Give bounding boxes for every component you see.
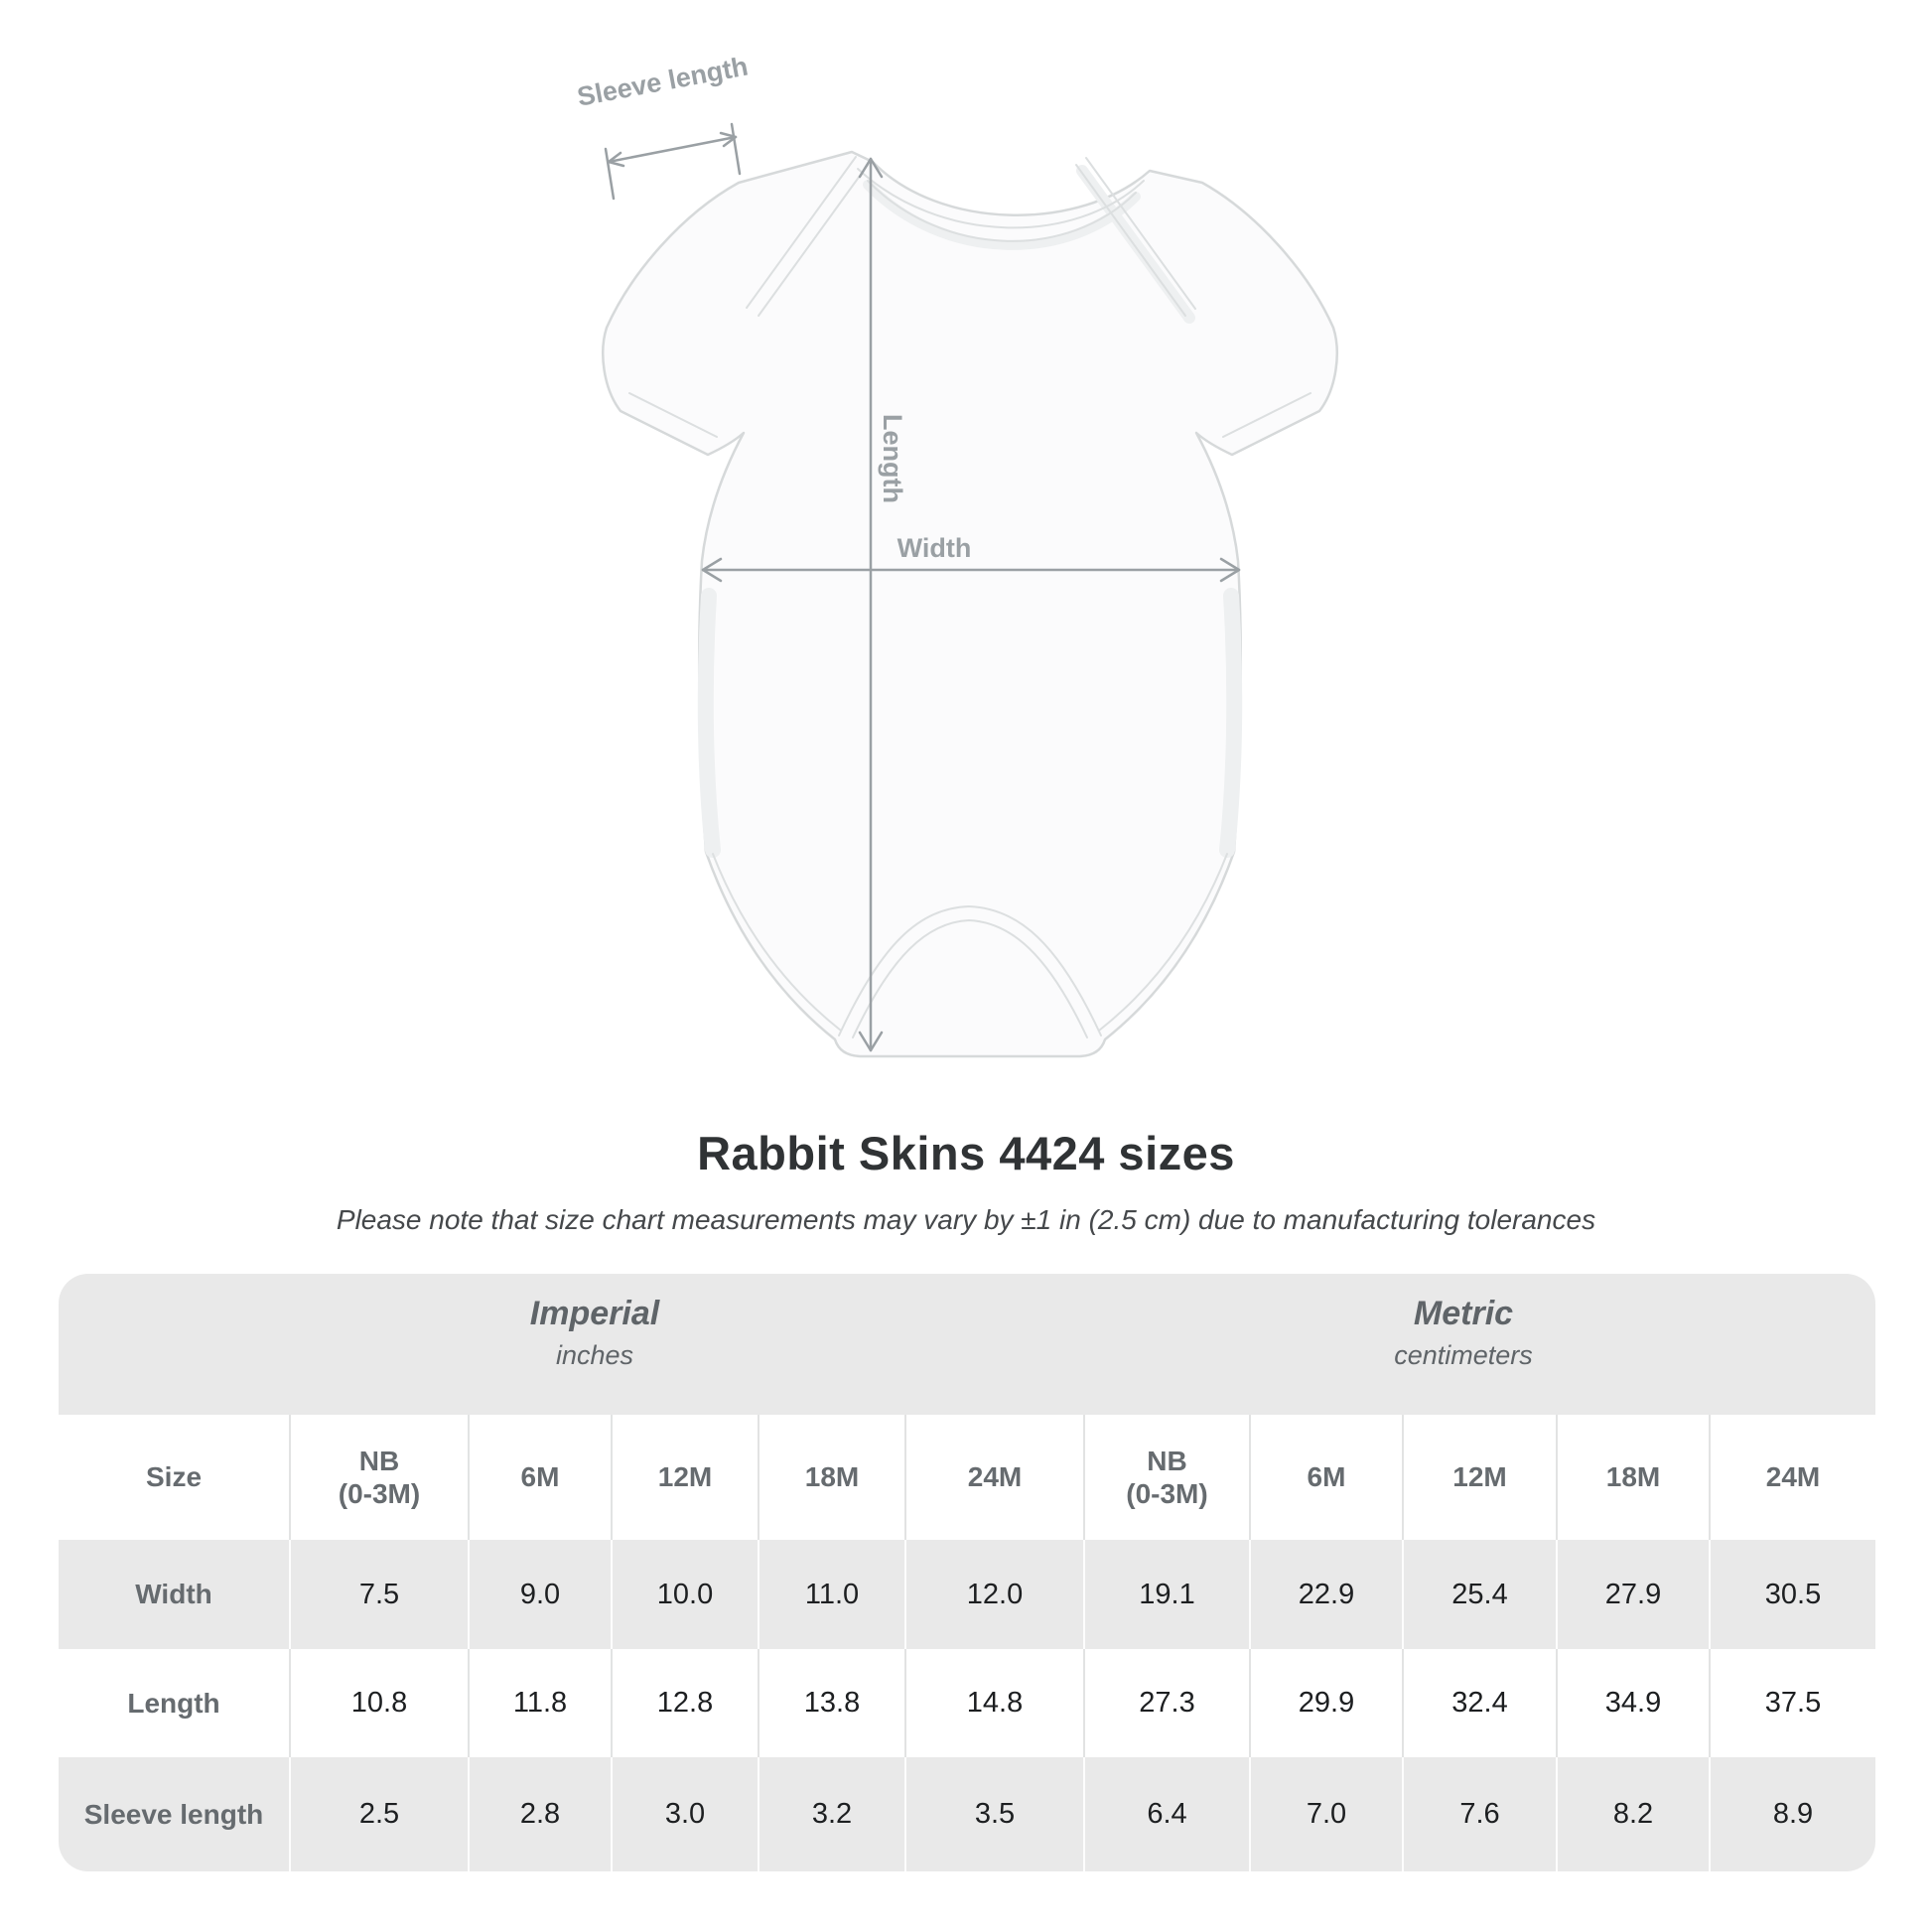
size-table-grid <box>59 1415 1875 1871</box>
size-value-cell: 7.0 <box>1250 1757 1403 1871</box>
row-label: Sleeve length <box>59 1757 290 1871</box>
column-header: 6M <box>469 1415 612 1540</box>
column-header: NB (0-3M) <box>1084 1415 1250 1540</box>
row-label: Length <box>59 1649 290 1757</box>
size-value-cell: 12.8 <box>612 1649 759 1757</box>
column-header: 24M <box>905 1415 1084 1540</box>
size-value-cell: 14.8 <box>905 1649 1084 1757</box>
size-value-cell: 3.0 <box>612 1757 759 1871</box>
size-value-cell: 10.0 <box>612 1540 759 1649</box>
size-value-cell: 8.2 <box>1557 1757 1710 1871</box>
size-value-cell: 30.5 <box>1710 1540 1875 1649</box>
column-header: 6M <box>1250 1415 1403 1540</box>
column-header: 12M <box>612 1415 759 1540</box>
size-value-cell: 8.9 <box>1710 1757 1875 1871</box>
size-value-cell: 6.4 <box>1084 1757 1250 1871</box>
size-value-cell: 29.9 <box>1250 1649 1403 1757</box>
size-value-cell: 34.9 <box>1557 1649 1710 1757</box>
size-value-cell: 2.8 <box>469 1757 612 1871</box>
length-label: Length <box>878 414 907 503</box>
metric-unit-label: centimeters <box>1394 1340 1533 1371</box>
size-value-cell: 32.4 <box>1403 1649 1557 1757</box>
size-value-cell: 13.8 <box>759 1649 905 1757</box>
row-label: Width <box>59 1540 290 1649</box>
size-value-cell: 25.4 <box>1403 1540 1557 1649</box>
size-value-cell: 7.6 <box>1403 1757 1557 1871</box>
size-value-cell: 27.9 <box>1557 1540 1710 1649</box>
size-value-cell: 37.5 <box>1710 1649 1875 1757</box>
table-row <box>59 1649 1875 1757</box>
size-value-cell: 27.3 <box>1084 1649 1250 1757</box>
tolerance-note: Please note that size chart measurements may vary by ±1 in (2.5 cm) due to manufacturing tolerances <box>336 1204 1596 1235</box>
table-row <box>59 1540 1875 1649</box>
size-value-cell: 3.5 <box>905 1757 1084 1871</box>
size-column-label: Size <box>59 1415 290 1540</box>
imperial-unit-label: inches <box>555 1340 634 1371</box>
size-value-cell: 11.0 <box>759 1540 905 1649</box>
column-header: 18M <box>1557 1415 1710 1540</box>
metric-group <box>1394 1290 1533 1373</box>
page-title: Rabbit Skins 4424 sizes <box>697 1127 1235 1179</box>
size-value-cell: 7.5 <box>290 1540 469 1649</box>
table-row <box>59 1757 1875 1871</box>
size-value-cell: 2.5 <box>290 1757 469 1871</box>
width-label: Width <box>897 533 972 563</box>
unit-group-header <box>59 1274 1875 1415</box>
column-header: 24M <box>1710 1415 1875 1540</box>
size-value-cell: 19.1 <box>1084 1540 1250 1649</box>
column-header: NB (0-3M) <box>290 1415 469 1540</box>
size-value-cell: 3.2 <box>759 1757 905 1871</box>
size-table <box>59 1274 1875 1871</box>
size-value-cell: 9.0 <box>469 1540 612 1649</box>
column-header: 18M <box>759 1415 905 1540</box>
metric-group-label: Metric <box>1413 1295 1514 1332</box>
sleeve-length-arrow <box>606 124 740 199</box>
sleeve-length-label: Sleeve length <box>575 51 751 112</box>
size-value-cell: 22.9 <box>1250 1540 1403 1649</box>
size-value-cell: 10.8 <box>290 1649 469 1757</box>
size-value-cell: 12.0 <box>905 1540 1084 1649</box>
size-header-row <box>59 1415 1875 1540</box>
size-value-cell: 11.8 <box>469 1649 612 1757</box>
column-header: 12M <box>1403 1415 1557 1540</box>
imperial-group <box>530 1290 659 1373</box>
imperial-group-label: Imperial <box>529 1295 660 1332</box>
